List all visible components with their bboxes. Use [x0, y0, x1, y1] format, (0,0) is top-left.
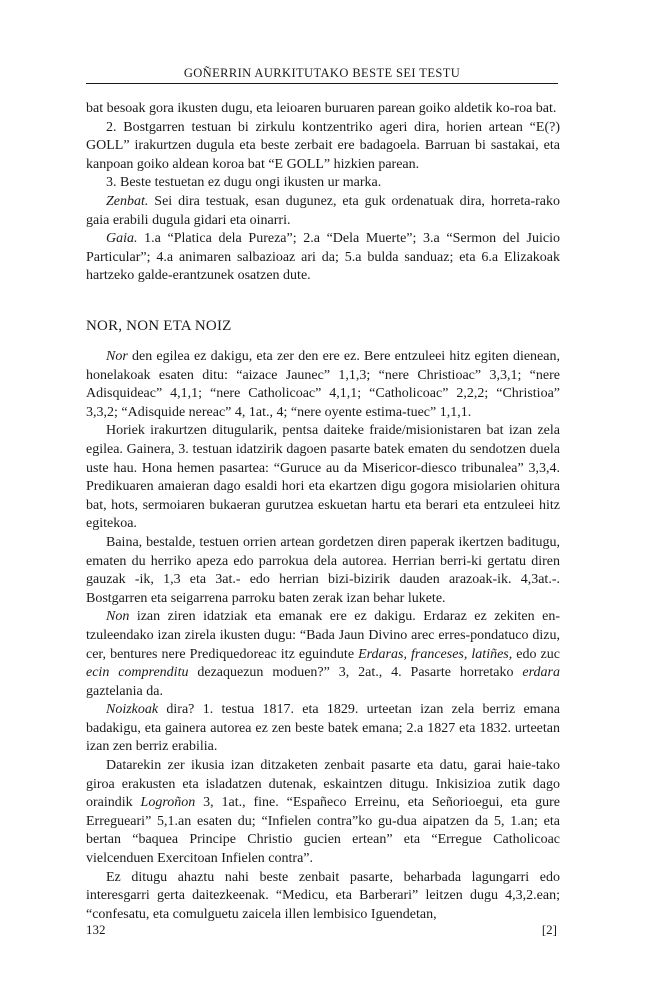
text-run: Sei dira testuak, esan dugunez, eta guk ordenatuak dira, horreta-rako gaia erabili dugula gidari eta oinarri. — [86, 193, 560, 228]
italic-run: erdara — [522, 665, 560, 681]
paragraph — [86, 757, 560, 869]
text-run: Datarekin zer ikusia izan ditzaketen zenbait pasarte eta datu, garai haie-tako giroa erakusten eta isladatzen dutenak, eskaintzen ditugu. Inkisizioa zutik dago oraindik — [86, 758, 560, 811]
text-run: Baina, bestalde, testuen orrien artean gordetzen diren paperak ikertzen baditugu, ematen du herriko apeza edo parrokua dela autorea. Herrian berri-ki gertatu diren gauzak -ik, 1,3 eta 3at.- edo herrian bizi-bizirik dauden arazoak-ik. 4,3at.-. Bostgarren eta seigarrena parroku baten zerak izan behar lukete. — [86, 534, 560, 606]
paragraph — [86, 348, 560, 422]
italic-run: Gaia. — [106, 231, 138, 247]
paragraph — [86, 119, 560, 175]
paragraph — [86, 869, 560, 925]
page-number: 132 — [86, 922, 106, 937]
paragraph — [86, 701, 560, 757]
paragraph — [86, 174, 560, 193]
text-run: izan ziren idatziak eta emanak ere ez dakigu. Erdaraz ez zekiten en-tzuleendako izan zirela ikusten dugu: “Bada Jaun Divino arec erres-pondatuco dizu, cer, bentures nere Prediquedoreac itz eguindute — [86, 609, 560, 662]
italic-run: Nor — [106, 349, 128, 364]
text-run: 3, 1at., fine. “Españeco Erreinu, eta Señorioegui, eta gure Erregueari” 5,1.an esaten du; “Infielen contra”ko gu-dua aipatzen da 5, 1.an; eta bertan “baquea Principe Christio gucien ertean” eta “Erregue Catholicoac vielcenduen Exercitoan Infielen contra”. — [86, 795, 560, 867]
paragraph — [86, 608, 560, 701]
italic-run: Noizkoak — [106, 702, 159, 718]
text-run: Ez ditugu ahaztu nahi beste zenbait pasarte, beharbada lagungarri edo interesgarri gerta daitezkeenak. “Medicu, eta Barberari” leitzen dugu 4,3,2.ean; “confesatu, eta comulguetu zaicela illen lembisico Iguendetan, — [86, 869, 560, 922]
section-title: NOR, NON ETA NOIZ — [86, 318, 232, 334]
text-run: den egilea ez dakigu, eta zer den ere ez. Bere entzuleei hitz egiten dienean, honelakoak esaten ditu: “aizace Jaunec” 1,1,3; “nere Christioac” 3,3,1; “nere Adisquideac” 4,1,1; “nere Catholicoac” 4,1,1; “Catholicoac” 2,2,2; “Christioa” 3,3,2; “Adisquide nereac” 4, 1at., 4; “nere oyente estima-tuec” 1,1,1. — [86, 349, 560, 420]
italic-run: Erdaras, franceses, latiñes, — [358, 646, 513, 662]
paragraph — [86, 230, 560, 286]
page-reference: [2] — [541, 922, 557, 937]
paragraph — [86, 422, 560, 534]
italic-run: ecin comprenditu — [86, 665, 189, 681]
text-run: 1.a “Platica dela Pureza”; 2.a “Dela Muerte”; 3.a “Sermon del Juicio Particular”; 4.a animaren salbazioaz ari da; 5.a bulda sanduaz; eta 6.a Elizakoak hartzeko galde-erantzunek osatzen dute. — [86, 231, 560, 284]
text-run: edo zuc — [512, 646, 560, 662]
section-text-block — [86, 348, 560, 924]
running-head: GOÑERRIN AURKITUTAKO BESTE SEI TESTU — [183, 66, 461, 80]
text-run: bat besoak gora ikusten dugu, eta leioaren buruaren parean goiko aldetik ko-roa bat. — [86, 101, 557, 116]
italic-run: Logroñon — [140, 795, 196, 811]
intro-text-block — [86, 100, 560, 286]
text-run: gaztelania da. — [86, 683, 163, 699]
italic-run: Non — [106, 609, 130, 625]
running-head-rule — [86, 83, 558, 84]
text-run: 2. Bostgarren testuan bi zirkulu kontzentriko ageri dira, horien artean “E(?) GOLL” irakurtzen dugula eta beste zerbait ere badagoela. Barruan bi sastakai, eta kanpoan goiko aldean koroa bat “E GOLL” hizkien parean. — [86, 119, 560, 172]
text-run: Horiek irakurtzen ditugularik, pentsa daiteke fraide/misionistaren bat izan zela egilea. Gainera, 3. testuan idatzirik dagoen pasarte batek ematen du sendotzen duela uste hau. Hona hemen pasartea: “Guruce au da Misericor-diesco tribunalea” 3,3,4. Predikuaren amaieran dago esaldi hori eta ekartzen digu gogora misiolarien ohitura bat, hots, sermoiaren bukaeran gurutzea eskuetan hartu eta berari eta entzuleei hitz egitekoa. — [86, 423, 560, 532]
paragraph — [86, 193, 560, 230]
text-run: dira? 1. testua 1817. eta 1829. urteetan izan zela berriz emana badakigu, eta gainera autorea ez zen beste batek emana; 2.a 1827 eta 1832. urteetan izan zen berriz erabilia. — [86, 702, 560, 755]
paragraph — [86, 100, 560, 119]
text-run: 3. Beste testuetan ez dugu ongi ikusten ur marka. — [106, 175, 382, 191]
italic-run: Zenbat. — [106, 193, 149, 209]
paragraph — [86, 534, 560, 608]
text-run: dezaquezun moduen?” 3, 2at., 4. Pasarte horretako — [188, 665, 523, 681]
